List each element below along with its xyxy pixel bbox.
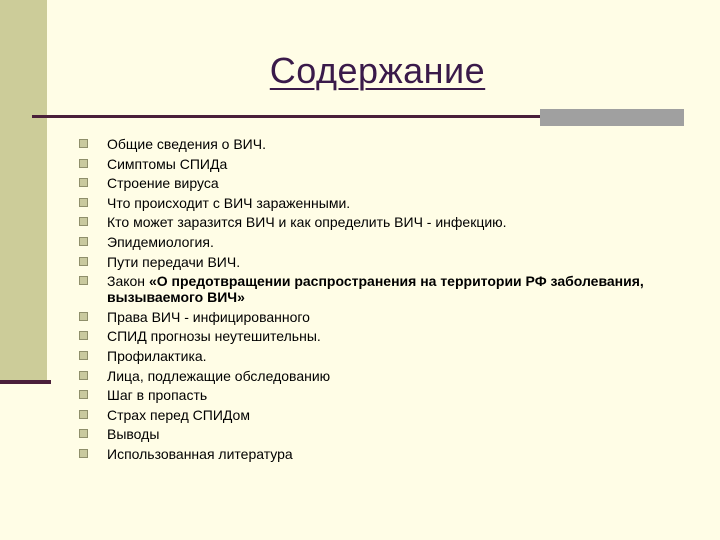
square-bullet-icon <box>79 371 88 380</box>
square-bullet-icon <box>79 410 88 419</box>
square-bullet-icon <box>79 159 88 168</box>
list-item <box>79 407 689 423</box>
list-item-text: СПИД прогнозы неутешительны. <box>107 328 321 345</box>
square-bullet-icon <box>79 178 88 187</box>
list-item-text: Использованная литература <box>107 445 293 462</box>
square-bullet-icon <box>79 237 88 246</box>
law-title-bold: «О предотвращении распространения на территории РФ заболевания, вызываемого ВИЧ» <box>107 273 644 306</box>
square-bullet-icon <box>79 429 88 438</box>
list-item <box>79 195 689 211</box>
list-item <box>79 136 689 152</box>
list-item-text: Пути передачи ВИЧ. <box>107 253 241 270</box>
square-bullet-icon <box>79 139 88 148</box>
list-item-text: Профилактика. <box>107 347 207 364</box>
slide-title: Содержание <box>269 50 486 91</box>
list-item <box>79 328 689 344</box>
square-bullet-icon <box>79 198 88 207</box>
title-divider-block <box>540 109 684 126</box>
list-item-text: Выводы <box>107 426 160 443</box>
list-item <box>79 309 689 325</box>
list-item <box>79 387 689 403</box>
list-item <box>79 254 689 270</box>
list-item <box>79 156 689 172</box>
list-item <box>79 426 689 442</box>
square-bullet-icon <box>79 390 88 399</box>
contents-list <box>79 136 689 466</box>
list-item <box>79 273 689 305</box>
list-item-text: Кто может заразится ВИЧ и как определить ВИЧ - инфекцию. <box>107 214 507 231</box>
list-item-text: Закон <box>107 273 149 290</box>
list-item-text: Лица, подлежащие обследованию <box>107 367 331 384</box>
list-item <box>79 348 689 364</box>
list-item <box>79 234 689 250</box>
side-accent-line <box>0 380 51 384</box>
list-item-text: Права ВИЧ - инфицированного <box>107 308 310 325</box>
list-item-text: Что происходит с ВИЧ зараженными. <box>107 194 351 211</box>
list-item-text: Эпидемиология. <box>107 233 214 250</box>
list-item-text: Симптомы СПИДа <box>107 155 228 172</box>
square-bullet-icon <box>79 217 88 226</box>
square-bullet-icon <box>79 351 88 360</box>
list-item-text: Шаг в пропасть <box>107 387 208 404</box>
square-bullet-icon <box>79 331 88 340</box>
list-item <box>79 214 689 230</box>
square-bullet-icon <box>79 257 88 266</box>
square-bullet-icon <box>79 449 88 458</box>
square-bullet-icon <box>79 312 88 321</box>
list-item-text: Страх перед СПИДом <box>107 406 250 423</box>
list-item <box>79 368 689 384</box>
list-item <box>79 446 689 462</box>
list-item-text: Строение вируса <box>107 175 219 192</box>
square-bullet-icon <box>79 276 88 285</box>
list-item <box>79 175 689 191</box>
list-item-text: Общие сведения о ВИЧ. <box>107 136 266 152</box>
